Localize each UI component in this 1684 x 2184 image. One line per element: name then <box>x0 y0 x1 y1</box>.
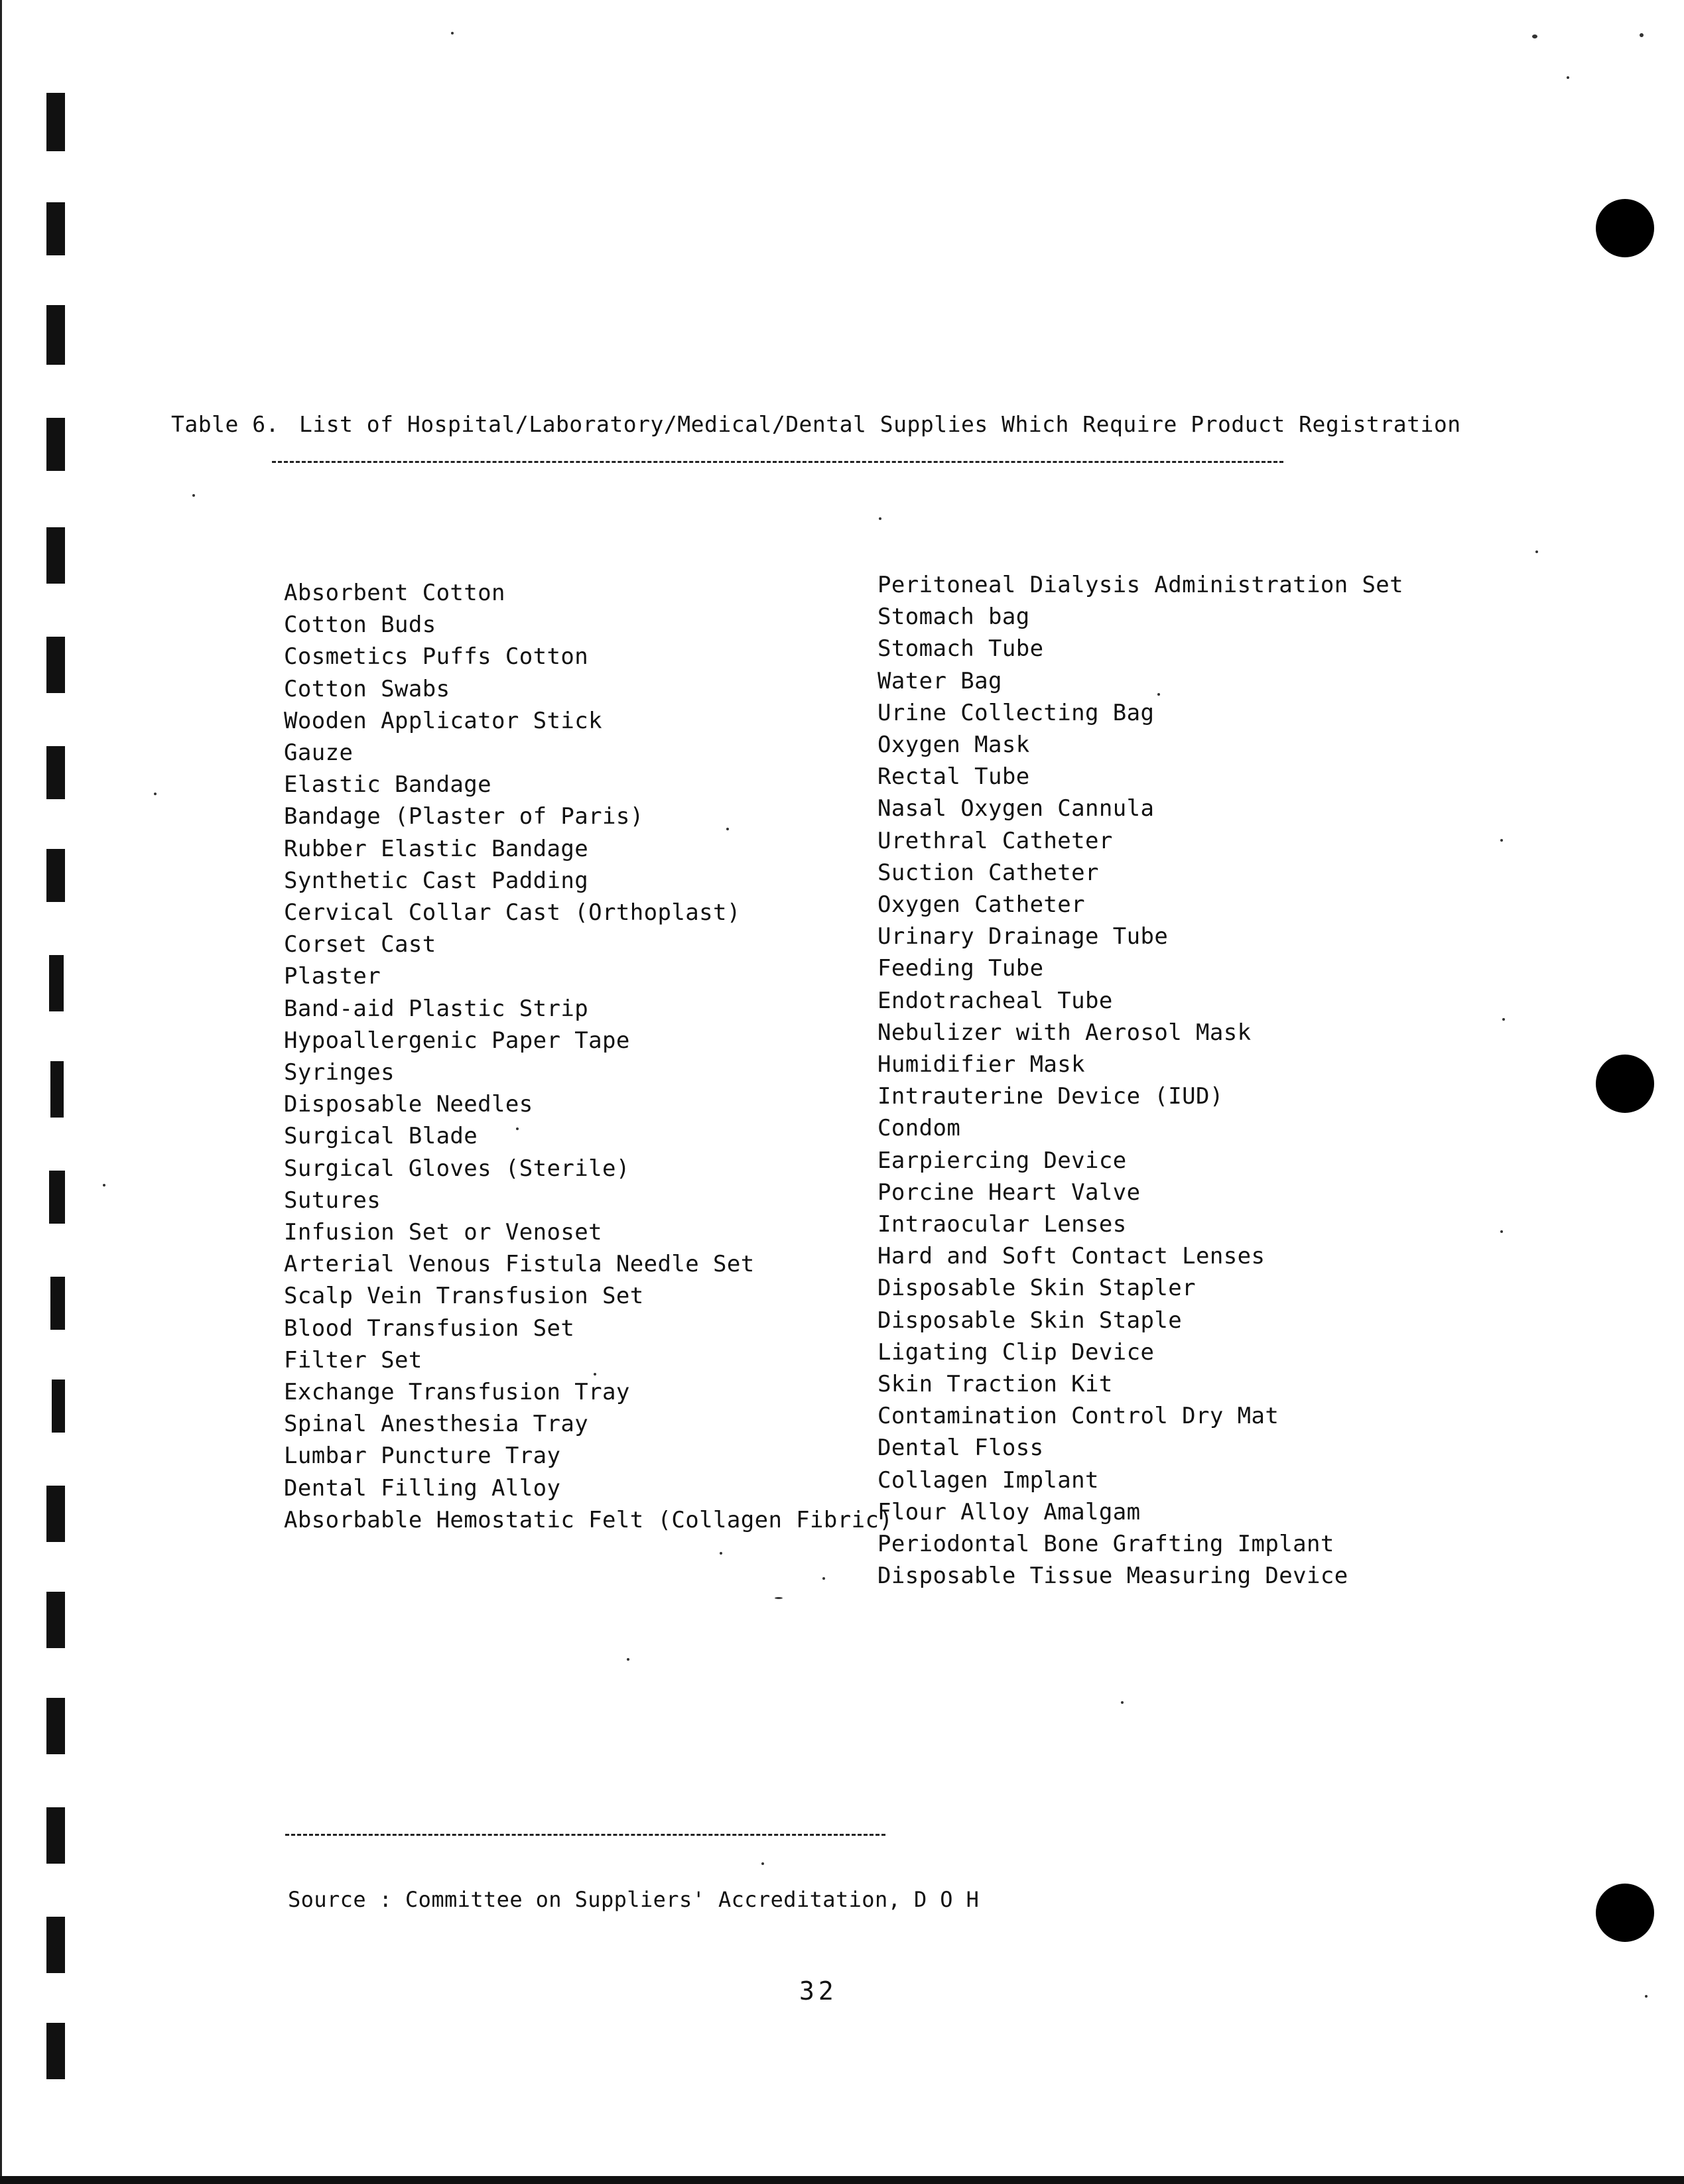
table-title-row <box>171 411 1461 437</box>
list-item: Contamination Control Dry Mat <box>877 1403 1279 1430</box>
binding-mark <box>50 1277 65 1330</box>
list-item: Arterial Venous Fistula Needle Set <box>284 1251 755 1278</box>
binding-mark <box>50 1061 64 1118</box>
scan-speck <box>879 517 881 520</box>
scan-speck <box>1645 1995 1648 1998</box>
scan-speck <box>1640 33 1644 37</box>
list-item: Collagen Implant <box>877 1466 1099 1494</box>
scan-speck <box>154 793 157 795</box>
list-item: Hard and Soft Contact Lenses <box>877 1243 1265 1270</box>
list-item: Corset Cast <box>284 931 436 958</box>
binding-mark <box>46 637 65 693</box>
table-title: List of Hospital/Laboratory/Medical/Dental Supplies Which Require Product Registration <box>298 411 1461 437</box>
list-item: Stomach bag <box>877 604 1030 631</box>
list-item: Band-aid Plastic Strip <box>284 995 589 1022</box>
scan-speck <box>1500 1230 1503 1233</box>
binding-mark <box>46 1592 65 1648</box>
scan-speck <box>1532 34 1537 38</box>
list-item: Disposable Skin Stapler <box>877 1275 1197 1302</box>
binding-mark <box>46 1486 65 1542</box>
list-item: Sutures <box>284 1187 381 1214</box>
list-item: Cotton Swabs <box>284 675 450 702</box>
punch-hole <box>1596 1884 1654 1942</box>
scan-speck <box>761 1862 764 1865</box>
list-item: Cotton Buds <box>284 611 436 639</box>
scan-left-edge <box>0 0 2 2184</box>
supply-list-left <box>284 577 893 1536</box>
list-item: Suction Catheter <box>877 859 1099 886</box>
scan-speck <box>1121 1701 1124 1704</box>
list-item: Lumbar Puncture Tray <box>284 1443 561 1470</box>
list-item: Oxygen Catheter <box>877 891 1086 919</box>
scan-bottom-edge <box>0 2176 1684 2184</box>
list-item: Porcine Heart Valve <box>877 1179 1141 1206</box>
scan-speck <box>1567 76 1569 79</box>
binding-mark <box>46 527 65 584</box>
list-item: Nasal Oxygen Cannula <box>877 795 1155 822</box>
scan-speck <box>192 494 195 497</box>
list-item: Urinary Drainage Tube <box>877 923 1169 950</box>
source-separator-rule <box>285 1834 885 1836</box>
list-item: Endotracheal Tube <box>877 987 1113 1014</box>
list-item: Periodontal Bone Grafting Implant <box>877 1531 1334 1558</box>
binding-mark <box>46 305 65 365</box>
list-item: Infusion Set or Venoset <box>284 1219 603 1246</box>
binding-mark <box>46 202 65 255</box>
table-label: Table 6. <box>171 411 279 437</box>
binding-mark <box>46 746 65 799</box>
list-item: Absorbent Cotton <box>284 580 505 606</box>
list-item: Peritoneal Dialysis Administration Set <box>877 572 1404 598</box>
binding-mark <box>46 2023 65 2079</box>
binding-mark <box>46 1807 65 1864</box>
list-item: Surgical Gloves (Sterile) <box>284 1155 630 1182</box>
list-item: Rubber Elastic Bandage <box>284 835 589 862</box>
list-item: Syringes <box>284 1059 395 1086</box>
scan-speck <box>103 1184 105 1187</box>
list-item: Dental Filling Alloy <box>284 1474 561 1502</box>
list-item: Skin Traction Kit <box>877 1371 1113 1398</box>
list-item: Synthetic Cast Padding <box>284 867 589 894</box>
supply-list-right <box>877 569 1403 1592</box>
list-item: Exchange Transfusion Tray <box>284 1379 630 1406</box>
list-item: Water Bag <box>877 667 1002 694</box>
list-item: Rectal Tube <box>877 763 1030 791</box>
binding-mark <box>46 93 65 151</box>
list-item: Oxygen Mask <box>877 732 1030 759</box>
list-item: Feeding Tube <box>877 955 1044 982</box>
list-item: Elastic Bandage <box>284 771 492 799</box>
list-item: Disposable Skin Staple <box>877 1307 1183 1334</box>
list-item: Cosmetics Puffs Cotton <box>284 643 589 671</box>
scan-speck <box>451 32 454 34</box>
list-item: Urine Collecting Bag <box>877 699 1155 726</box>
binding-mark <box>49 955 64 1011</box>
list-item: Nebulizer with Aerosol Mask <box>877 1019 1252 1046</box>
list-item: Stomach Tube <box>877 635 1044 663</box>
source-note: Source : Committee on Suppliers' Accreditation, D O H <box>288 1887 980 1912</box>
list-item: Humidifier Mask <box>877 1051 1086 1078</box>
list-item: Cervical Collar Cast (Orthoplast) <box>284 899 741 927</box>
list-item: Condom <box>877 1115 961 1142</box>
punch-hole <box>1596 199 1654 257</box>
scan-speck <box>1502 1018 1505 1021</box>
scan-speck <box>1535 550 1538 553</box>
list-item: Hypoallergenic Paper Tape <box>284 1027 630 1054</box>
binding-mark <box>46 1698 65 1754</box>
list-item: Disposable Tissue Measuring Device <box>877 1563 1348 1590</box>
binding-mark <box>46 418 65 471</box>
list-item: Disposable Needles <box>284 1091 533 1118</box>
page-number: 32 <box>799 1976 838 2006</box>
binding-mark <box>46 1917 65 1973</box>
scan-speck <box>1500 839 1503 842</box>
list-item: Plaster <box>284 963 381 990</box>
binding-mark <box>49 1171 65 1224</box>
list-item: Dental Floss <box>877 1435 1044 1462</box>
list-item: Urethral Catheter <box>877 827 1113 854</box>
punch-hole <box>1596 1055 1654 1113</box>
scan-speck <box>720 1552 722 1555</box>
list-item: Bandage (Plaster of Paris) <box>284 803 644 830</box>
binding-mark <box>52 1380 65 1433</box>
list-item: Wooden Applicator Stick <box>284 707 603 734</box>
scan-speck <box>627 1658 629 1661</box>
list-item: Intrauterine Device (IUD) <box>877 1083 1224 1110</box>
title-underline-rule <box>272 461 1283 463</box>
scan-speck <box>775 1597 783 1599</box>
list-item: Ligating Clip Device <box>877 1338 1155 1366</box>
list-item: Flour Alloy Amalgam <box>877 1498 1141 1525</box>
list-item: Scalp Vein Transfusion Set <box>284 1283 644 1310</box>
list-item: Surgical Blade <box>284 1123 478 1150</box>
list-item: Filter Set <box>284 1346 422 1374</box>
list-item: Gauze <box>284 739 354 767</box>
binding-mark <box>46 849 65 902</box>
list-item: Blood Transfusion Set <box>284 1315 575 1342</box>
list-item: Spinal Anesthesia Tray <box>284 1411 589 1438</box>
list-item: Earpiercing Device <box>877 1147 1127 1174</box>
scan-speck <box>822 1577 825 1580</box>
list-item: Absorbable Hemostatic Felt (Collagen Fibric) <box>284 1506 893 1533</box>
list-item: Intraocular Lenses <box>877 1211 1127 1238</box>
